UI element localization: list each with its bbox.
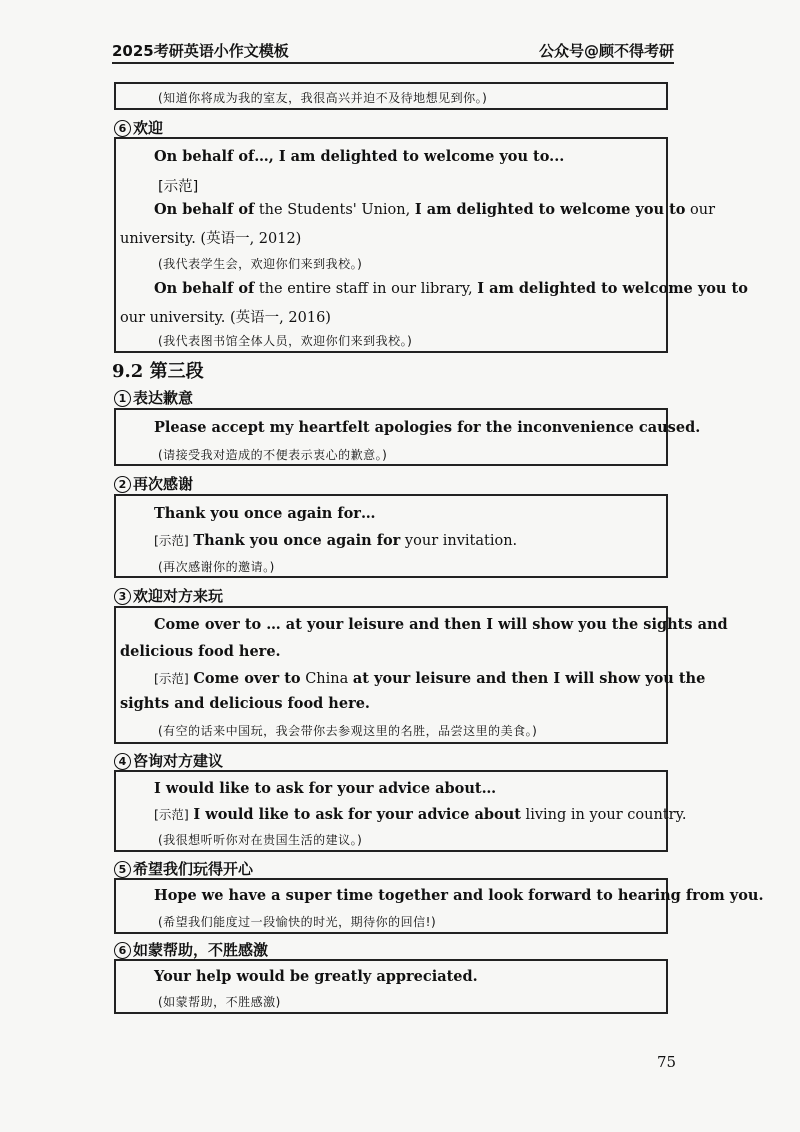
heading-help bbox=[114, 939, 268, 960]
translation: (如蒙帮助，不胜感激) bbox=[158, 995, 281, 1009]
heading-welcome bbox=[114, 117, 163, 138]
heading-label: 希望我们玩得开心 bbox=[133, 860, 254, 878]
template-sentence: On behalf of…, I am delighted to welcome you to... bbox=[154, 148, 565, 165]
demo-label: [示范] bbox=[154, 807, 189, 822]
example-sentence: On behalf of the entire staff in our library, I am delighted to welcome you to bbox=[154, 280, 748, 297]
heading-thanks bbox=[114, 473, 193, 494]
template-box-welcome bbox=[114, 137, 748, 353]
example-sentence: [示范] Thank you once again for your invitation. bbox=[154, 532, 518, 549]
translation: (我很想听听你对在贵国生活的建议。) bbox=[158, 833, 363, 847]
section-title: 9.2 第三段 bbox=[112, 361, 204, 382]
translation: (有空的话来中国玩，我会带你去参观这里的名胜，品尝这里的美食。) bbox=[158, 724, 538, 738]
heading-apology bbox=[114, 387, 193, 408]
template-sentence: Your help would be greatly appreciated. bbox=[154, 968, 478, 985]
heading-label: 如蒙帮助，不胜感激 bbox=[133, 941, 269, 959]
demo-label: [示范] bbox=[154, 671, 189, 686]
circled-number: 3 bbox=[114, 588, 131, 605]
template-box-fun bbox=[114, 878, 764, 934]
circled-number: 6 bbox=[114, 942, 131, 959]
template-box-help bbox=[114, 959, 668, 1014]
template-sentence: Hope we have a super time together and look forward to hearing from you. bbox=[154, 887, 764, 904]
template-sentence: Please accept my heartfelt apologies for the inconvenience caused. bbox=[154, 419, 701, 436]
heading-label: 咨询对方建议 bbox=[133, 752, 224, 770]
template-box-apology bbox=[114, 408, 701, 466]
page-header bbox=[112, 36, 674, 64]
template-sentence: Thank you once again for… bbox=[154, 505, 376, 522]
circled-number: 1 bbox=[114, 390, 131, 407]
heading-label: 欢迎 bbox=[133, 119, 164, 137]
template-sentence: Come over to … at your leisure and then I will show you the sights and bbox=[154, 616, 728, 633]
circled-number: 2 bbox=[114, 476, 131, 493]
translation: (希望我们能度过一段愉快的时光，期待你的回信!) bbox=[158, 915, 437, 929]
circled-number: 4 bbox=[114, 753, 131, 770]
header-title: 2025考研英语小作文模板 bbox=[112, 42, 289, 60]
heading-invite bbox=[114, 585, 223, 606]
template-box-roommate bbox=[114, 82, 668, 110]
example-sentence-cont: our university. (英语一, 2016) bbox=[120, 310, 331, 326]
example-sentence: [示范] Come over to China at your leisure and then I will show you the bbox=[154, 670, 706, 687]
example-sentence: On behalf of the Students' Union, I am delighted to welcome you to our bbox=[154, 201, 716, 218]
template-box-advice bbox=[114, 770, 687, 852]
example-sentence: [示范] I would like to ask for your advice about living in your country. bbox=[154, 806, 687, 823]
example-sentence-cont: sights and delicious food here. bbox=[120, 695, 370, 712]
translation: (请接受我对造成的不便表示衷心的歉意。) bbox=[158, 448, 388, 462]
page-number: 75 bbox=[657, 1053, 677, 1071]
translation: (我代表图书馆全体人员，欢迎你们来到我校。) bbox=[158, 334, 413, 348]
translation: (知道你将成为我的室友，我很高兴并迫不及待地想见到你。) bbox=[158, 91, 488, 105]
translation: (再次感谢你的邀请。) bbox=[158, 560, 275, 574]
heading-fun bbox=[114, 858, 253, 879]
demo-label: [示范] bbox=[158, 179, 199, 195]
heading-advice bbox=[114, 750, 223, 771]
circled-number: 5 bbox=[114, 861, 131, 878]
heading-label: 再次感谢 bbox=[133, 475, 194, 493]
example-sentence-cont: university. (英语一, 2012) bbox=[120, 231, 302, 247]
heading-label: 欢迎对方来玩 bbox=[133, 587, 224, 605]
demo-label: [示范] bbox=[154, 533, 189, 548]
translation: (我代表学生会，欢迎你们来到我校。) bbox=[158, 257, 363, 271]
header-account: 公众号@顾不得考研 bbox=[538, 42, 674, 60]
template-box-invite bbox=[114, 606, 728, 744]
heading-label: 表达歉意 bbox=[133, 389, 194, 407]
template-sentence-cont: delicious food here. bbox=[120, 643, 281, 660]
template-box-thanks bbox=[114, 494, 668, 578]
template-sentence: I would like to ask for your advice about… bbox=[154, 780, 497, 797]
circled-number: 6 bbox=[114, 120, 131, 137]
